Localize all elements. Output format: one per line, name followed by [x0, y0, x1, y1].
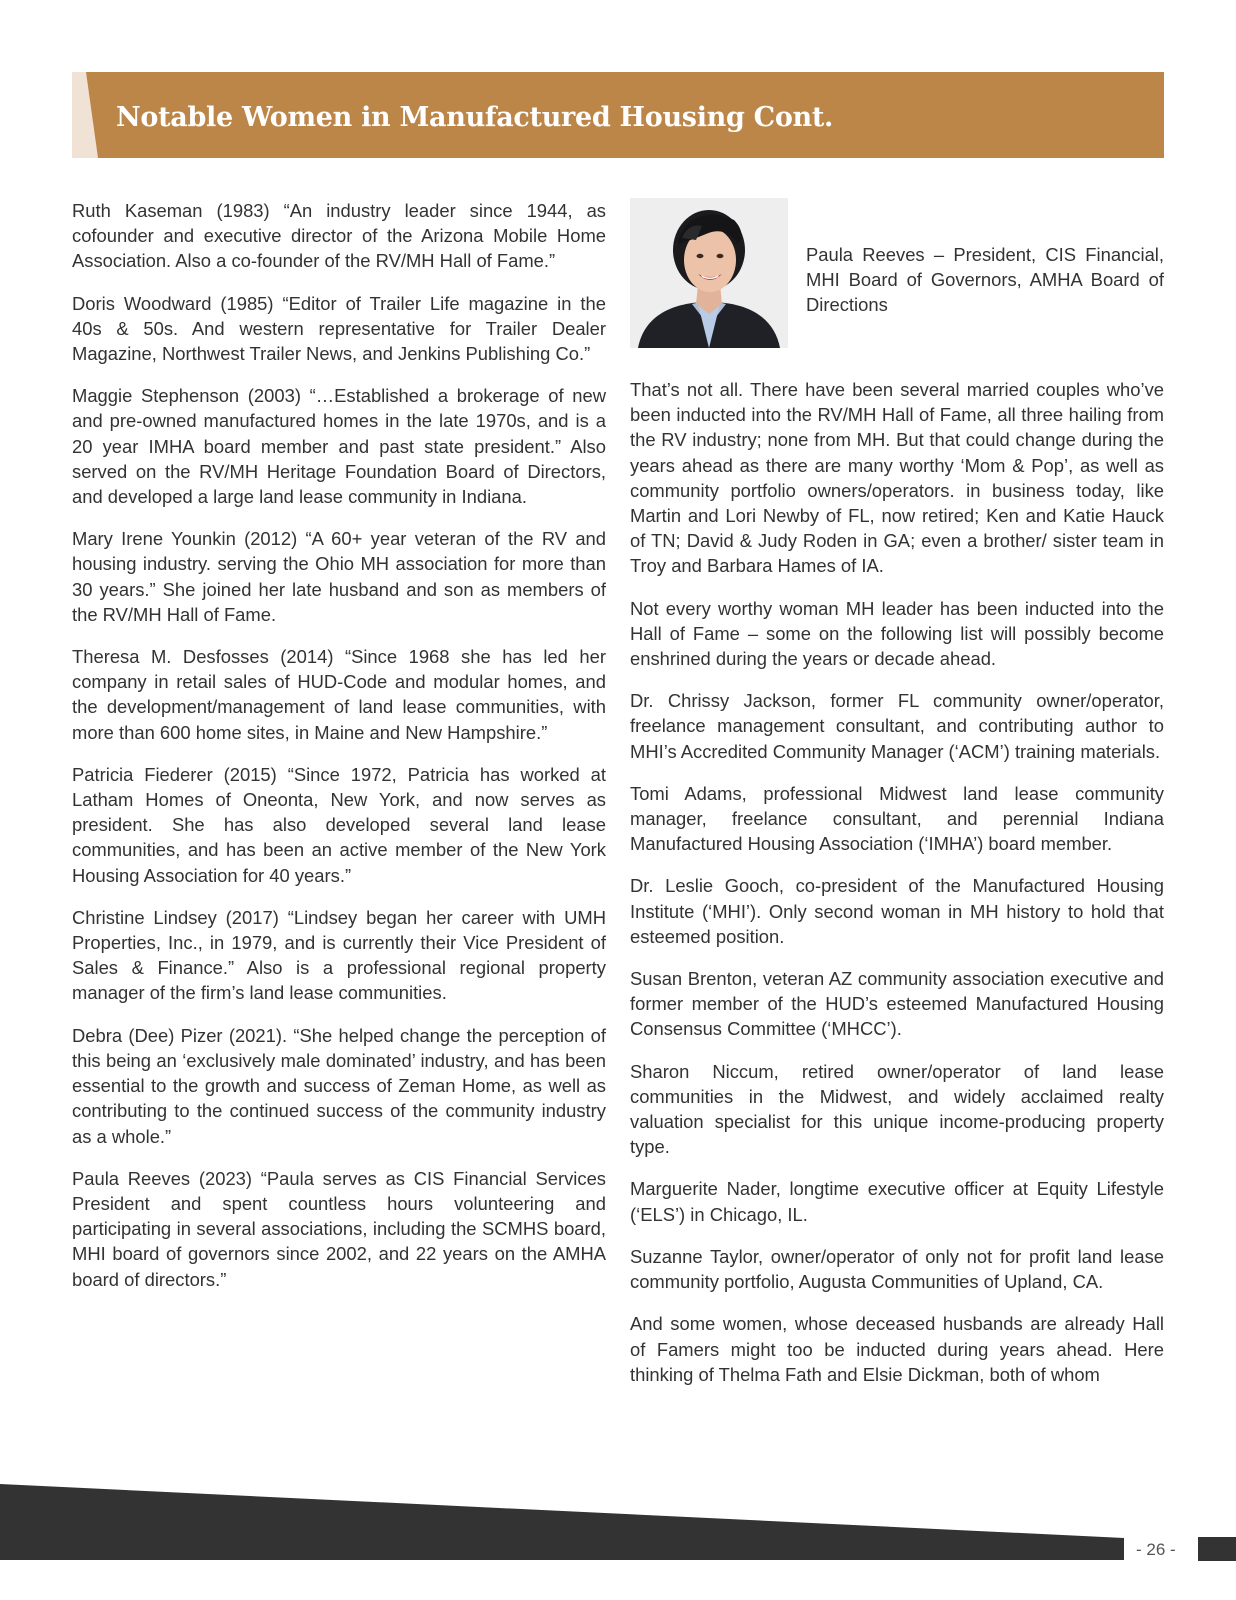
right-column: [630, 377, 1164, 1404]
portrait-photo: [630, 198, 788, 348]
paragraph: Tomi Adams, professional Midwest land lease community manager, freelance consultant, and perennial Indiana Manufactured Housing Association (‘IMHA’) board member.: [630, 782, 1164, 855]
paragraph: Maggie Stephenson (2003) “…Established a brokerage of new and pre-owned manufactured homes in the late 1970s, and is a 20 year IMHA board member and past state president.” Also served on the RV/MH Heritage Foundation Board of Directors, and developed a large land lease community in Indiana.: [72, 385, 606, 508]
paragraph: Sharon Niccum, retired owner/operator of land lease communities in the Midwest, and widely acclaimed realty valuation specialist for this unique income-producing property type.: [630, 1060, 1164, 1158]
portrait-illustration: [630, 198, 788, 348]
paragraph: Ruth Kaseman (1983) “An industry leader since 1944, as cofounder and executive director of the Arizona Mobile Home Association. Also a co-founder of the RV/MH Hall of Fame.”: [72, 200, 606, 272]
paragraph: Debra (Dee) Pizer (2021). “She helped change the perception of this being an ‘exclusively male dominated’ industry, and has been essential to the growth and success of Zeman Home, as well as contributing to the continued success of the community industry as a whole.”: [72, 1024, 606, 1147]
paragraph: Marguerite Nader, longtime executive officer at Equity Lifestyle (‘ELS’) in Chicago, IL.: [630, 1178, 1164, 1225]
paragraph: Suzanne Taylor, owner/operator of only not for profit land lease community portfolio, Augusta Communities of Upland, CA.: [630, 1245, 1164, 1293]
banner-accent-tab: [72, 72, 98, 158]
paragraph: Patricia Fiederer (2015) “Since 1972, Patricia has worked at Latham Homes of Oneonta, New York, and now serves as president. She has also developed several land lease communities, and has been an active member of the New York Housing Association for 40 years.”: [72, 763, 606, 886]
page-number: - 26 -: [1136, 1540, 1176, 1559]
paragraph: Paula Reeves (2023) “Paula serves as CIS Financial Services President and spent countless hours volunteering and participating in several associations, including the SCMHS board, MHI board of governors since 2002, and 22 years on the AMHA board of directors.”: [72, 1167, 606, 1290]
paragraph: Mary Irene Younkin (2012) “A 60+ year veteran of the RV and housing industry. serving the Ohio MH association for more than 30 years.” She joined her late husband and son as members of the RV/MH Hall of Fame.: [72, 528, 606, 625]
paragraph: Theresa M. Desfosses (2014) “Since 1968 she has led her company in retail sales of HUD-Code and modular homes, and the development/management of land lease communities, with more than 600 home sites, in Maine and New Hampshire.”: [72, 646, 606, 743]
footer-block: [1198, 1537, 1236, 1561]
paragraph: Susan Brenton, veteran AZ community association executive and former member of the HUD’s esteemed Manufactured Housing Consensus Committee (‘MHCC’).: [630, 968, 1164, 1040]
paragraph: Doris Woodward (1985) “Editor of Trailer Life magazine in the 40s & 50s. And western representative for Trailer Dealer Magazine, Northwest Trailer News, and Jenkins Publishing Co.”: [72, 292, 606, 365]
paragraph: That’s not all. There have been several married couples who’ve been inducted into the RV/MH Hall of Fame, all three hailing from the RV industry; none from MH. But that could change during the years ahead as there are many worthy ‘Mom & Pop’, as well as community portfolio owners/operators. in business today, like Martin and Lori Newby of FL, now retired; Ken and Katie Hauck of TN; David & Judy Roden in GA; even a brother/ sister team in Troy and Barbara Hames of IA.: [630, 379, 1164, 577]
paragraph: Dr. Chrissy Jackson, former FL community owner/operator, freelance management consultant, and contributing author to MHI’s Accredited Community Manager (‘ACM’) training materials.: [630, 690, 1164, 762]
paragraph: Dr. Leslie Gooch, co-president of the Manufactured Housing Institute (‘MHI’). Only second woman in MH history to hold that esteemed position.: [630, 875, 1164, 947]
page-title: Notable Women in Manufactured Housing Cont.: [116, 102, 834, 133]
paragraph: Christine Lindsey (2017) “Lindsey began her career with UMH Properties, Inc., in 1979, and is currently their Vice President of Sales & Finance.” Also is a professional regional property manager of the firm’s land lease communities.: [72, 906, 606, 1004]
photo-caption: Paula Reeves – President, CIS Financial, MHI Board of Governors, AMHA Board of Directions: [806, 244, 1164, 316]
section-banner: [72, 72, 1164, 158]
paragraph: And some women, whose deceased husbands are already Hall of Famers might too be inducted during years ahead. Here thinking of Thelma Fath and Elsie Dickman, both of whom: [630, 1313, 1164, 1385]
footer-band: [0, 1484, 1124, 1560]
paragraph: Not every worthy woman MH leader has been inducted into the Hall of Fame – some on the following list will possibly become enshrined during the years or decade ahead.: [630, 597, 1164, 670]
left-column: [72, 198, 606, 1309]
